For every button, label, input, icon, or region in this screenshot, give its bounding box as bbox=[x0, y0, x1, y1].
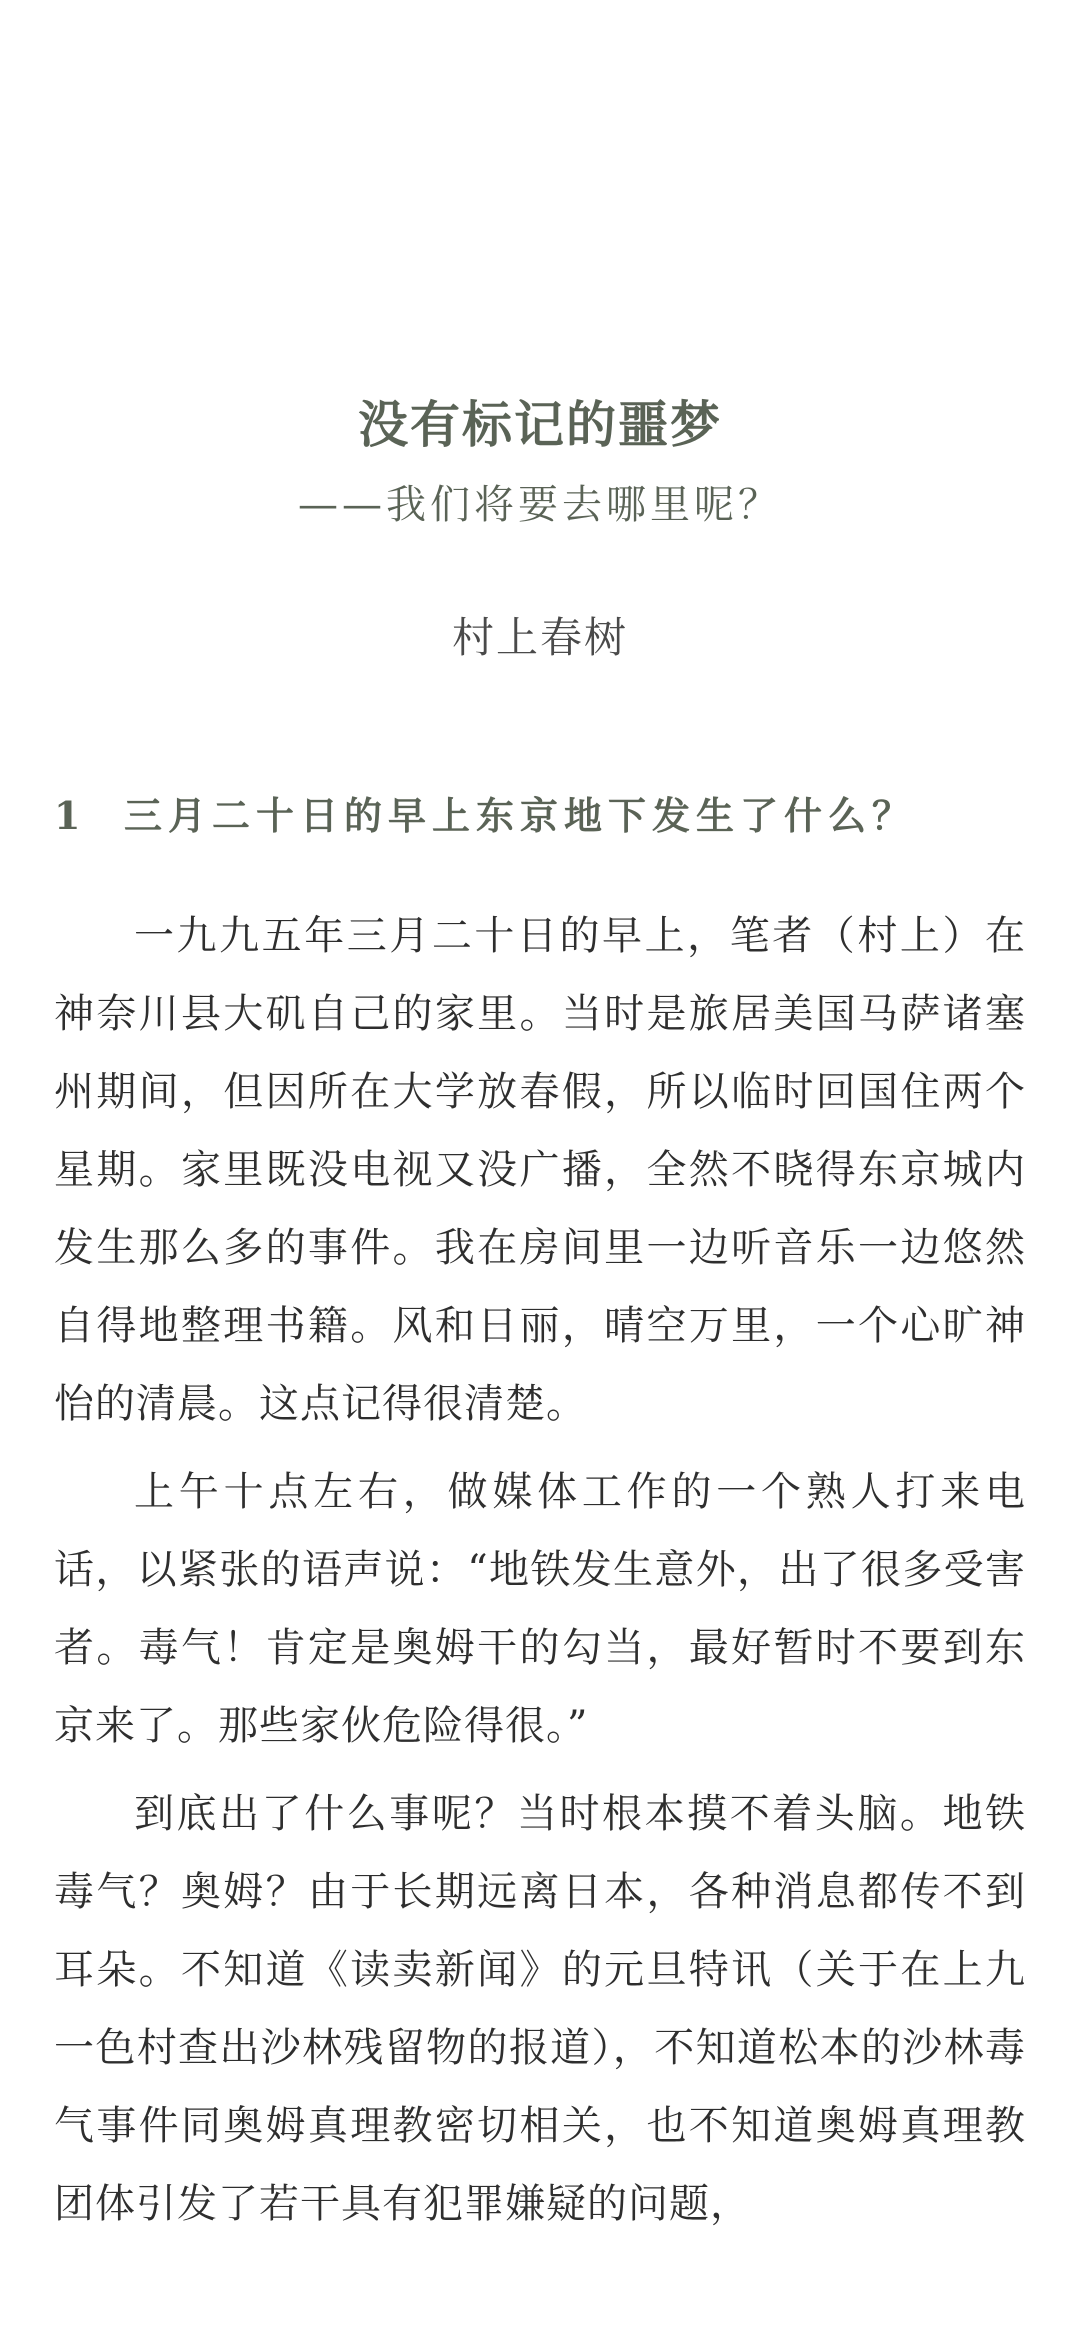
section-title: 三月二十日的早上东京地下发生了什么？ bbox=[124, 793, 917, 838]
paragraph: 到底出了什么事呢？当时根本摸不着头脑。地铁毒气？奥姆？由于长期远离日本，各种消息都传不到耳朵。不知道《读卖新闻》的元旦特讯（关于在上九一色村查出沙林残留物的报道），不知道松本的沙林毒气事件同奥姆真理教密切相关，也不知道奥姆真理教团体引发了若干具有犯罪嫌疑的问题， bbox=[54, 1791, 1026, 2227]
paragraph: 一九九五年三月二十日的早上，笔者（村上）在神奈川县大矶自己的家里。当时是旅居美国马萨诸塞州期间，但因所在大学放春假，所以临时回国住两个星期。家里既没电视又没广播，全然不晓得东京城内发生那么多的事件。我在房间里一边听音乐一边悠然自得地整理书籍。风和日丽，晴空万里，一个心旷神怡的清晨。这点记得很清楚。 bbox=[54, 913, 1026, 1427]
section-heading bbox=[54, 785, 1034, 840]
section-number: 1 bbox=[54, 793, 87, 838]
book-title: 没有标记的噩梦 bbox=[358, 395, 722, 454]
chapter-body bbox=[54, 897, 1026, 2253]
author-name: 村上春树 bbox=[451, 613, 628, 662]
book-subtitle: ——我们将要去哪里呢？ bbox=[298, 482, 782, 528]
paragraph: 上午十点左右，做媒体工作的一个熟人打来电话，以紧张的语声说：“地铁发生意外，出了很多受害者。毒气！肯定是奥姆干的勾当，最好暂时不要到东京来了。那些家伙危险得很。” bbox=[54, 1469, 1026, 1749]
